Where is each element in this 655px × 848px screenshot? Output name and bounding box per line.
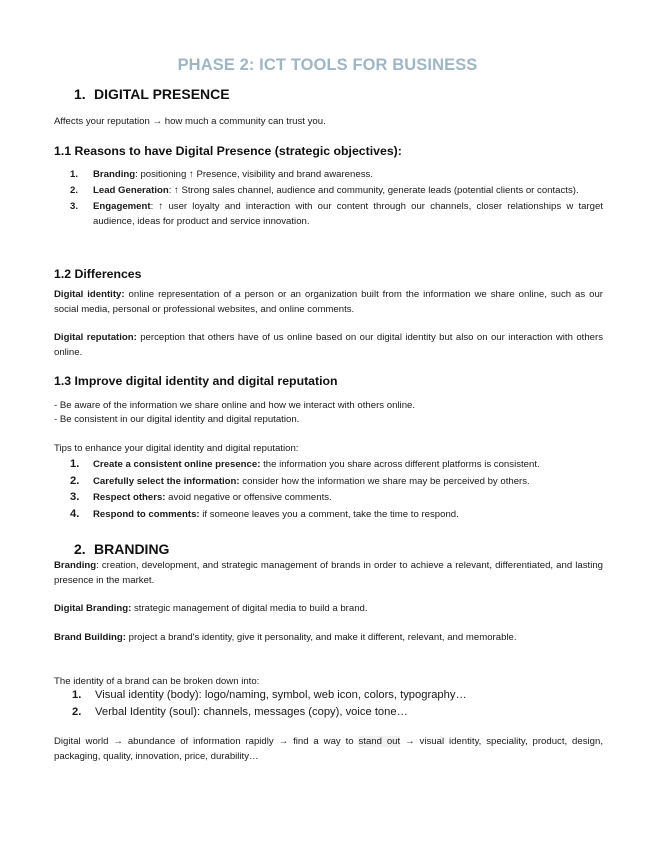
subheading-improve: 1.3 Improve digital identity and digital reputation bbox=[54, 374, 338, 388]
list-item-label: Branding bbox=[93, 169, 136, 180]
list-item bbox=[70, 507, 603, 524]
digital-world-text-end: → visual identity, speciality, product, design, packaging, quality, innovation, price, durability… bbox=[54, 736, 603, 762]
list-number: 4. bbox=[70, 507, 80, 520]
list-item bbox=[70, 474, 603, 491]
list-item-label: Respect others: bbox=[93, 492, 166, 503]
section-heading-branding bbox=[74, 541, 169, 557]
term-label: Digital Branding: bbox=[54, 603, 132, 614]
tips-list bbox=[70, 457, 603, 523]
brand-building-paragraph bbox=[54, 630, 517, 645]
list-item-text: : ↑ Strong sales channel, audience and community, generate leads (potential clients or contacts). bbox=[168, 185, 579, 196]
term-definition: perception that others have of us online based on our digital identity but also on our interaction with others online. bbox=[54, 332, 603, 358]
list-number: 2. bbox=[72, 706, 82, 718]
section-heading-digital-presence bbox=[74, 86, 230, 102]
subheading-differences: 1.2 Differences bbox=[54, 267, 142, 281]
term-definition: : creation, development, and strategic management of brands in order to achieve a relevant, differentiated, and lasting presence in the market. bbox=[54, 560, 603, 586]
digital-world-paragraph bbox=[54, 734, 603, 764]
digital-branding-paragraph bbox=[54, 601, 368, 616]
list-number: 2. bbox=[70, 474, 80, 487]
list-item-label: Engagement bbox=[93, 201, 151, 212]
list-item bbox=[70, 457, 603, 474]
section-title: DIGITAL PRESENCE bbox=[94, 86, 230, 102]
list-number: 3. bbox=[70, 201, 79, 212]
list-number: 3. bbox=[70, 491, 80, 503]
list-item-text: Visual identity (body): logo/naming, symbol, web icon, colors, typography… bbox=[95, 689, 467, 701]
list-item-text: the information you share across different platforms is consistent. bbox=[260, 459, 540, 470]
page-title: PHASE 2: ICT TOOLS FOR BUSINESS bbox=[177, 56, 478, 74]
term-definition: online representation of a person or an organization built from the information we share online, such as our social media, personal or professional websites, and online comments. bbox=[54, 289, 604, 315]
brand-identity-intro: The identity of a brand can be broken down into: bbox=[54, 676, 260, 687]
list-item-label: Lead Generation bbox=[93, 185, 169, 196]
digital-presence-intro: Affects your reputation → how much a community can trust you. bbox=[54, 116, 326, 127]
list-item-label: Carefully select the information: bbox=[93, 475, 240, 487]
brand-identity-list bbox=[72, 687, 592, 721]
section-number: 2. bbox=[74, 541, 86, 557]
list-number: 1. bbox=[72, 689, 82, 701]
list-item-text: : positioning ↑ Presence, visibility and brand awareness. bbox=[135, 169, 373, 180]
list-item bbox=[72, 704, 592, 721]
list-item bbox=[70, 167, 603, 182]
subheading-reasons: 1.1 Reasons to have Digital Presence (strategic objectives): bbox=[54, 144, 402, 158]
section-number: 1. bbox=[74, 86, 86, 102]
list-item bbox=[72, 687, 592, 704]
tips-intro: Tips to enhance your digital identity and digital reputation: bbox=[54, 443, 299, 454]
term-label: Brand Building: bbox=[54, 632, 126, 643]
list-item-label: Create a consistent online presence: bbox=[93, 459, 261, 470]
digital-reputation-paragraph bbox=[54, 330, 603, 360]
term-label: Digital reputation: bbox=[54, 332, 137, 343]
list-item-text: : ↑ user loyalty and interaction with our content through our channels, closer relationships w target audience, ideas for product and service innovation. bbox=[93, 201, 603, 227]
list-number: 2. bbox=[70, 185, 79, 196]
branding-paragraph bbox=[54, 558, 603, 588]
term-label: Branding bbox=[54, 560, 97, 571]
reasons-list bbox=[70, 167, 603, 229]
list-item-text: Verbal Identity (soul): channels, messages (copy), voice tone… bbox=[95, 706, 408, 718]
improve-line-2: - Be consistent in our digital identity and digital reputation. bbox=[54, 414, 300, 425]
list-item-text: consider how the information we share may be perceived by others. bbox=[239, 475, 530, 487]
term-definition: project a brand's identity, give it personality, and make it different, relevant, and memorable. bbox=[125, 632, 517, 643]
list-item-text: if someone leaves you a comment, take the time to respond. bbox=[199, 508, 459, 520]
list-item-label: Respond to comments: bbox=[93, 508, 200, 520]
digital-world-text: Digital world → abundance of information rapidly → find a way to bbox=[54, 736, 359, 747]
highlighted-phrase: stand out bbox=[358, 736, 401, 747]
section-title: BRANDING bbox=[94, 541, 170, 557]
improve-line-1: - Be aware of the information we share online and how we interact with others online. bbox=[54, 400, 416, 411]
list-number: 1. bbox=[70, 169, 79, 180]
term-label: Digital identity: bbox=[54, 289, 125, 300]
list-item-text: avoid negative or offensive comments. bbox=[165, 492, 332, 503]
list-item bbox=[70, 490, 603, 507]
list-number: 1. bbox=[70, 458, 80, 470]
list-item bbox=[70, 183, 603, 198]
digital-identity-paragraph bbox=[54, 287, 603, 317]
list-item bbox=[70, 199, 603, 229]
term-definition: strategic management of digital media to build a brand. bbox=[131, 603, 368, 614]
